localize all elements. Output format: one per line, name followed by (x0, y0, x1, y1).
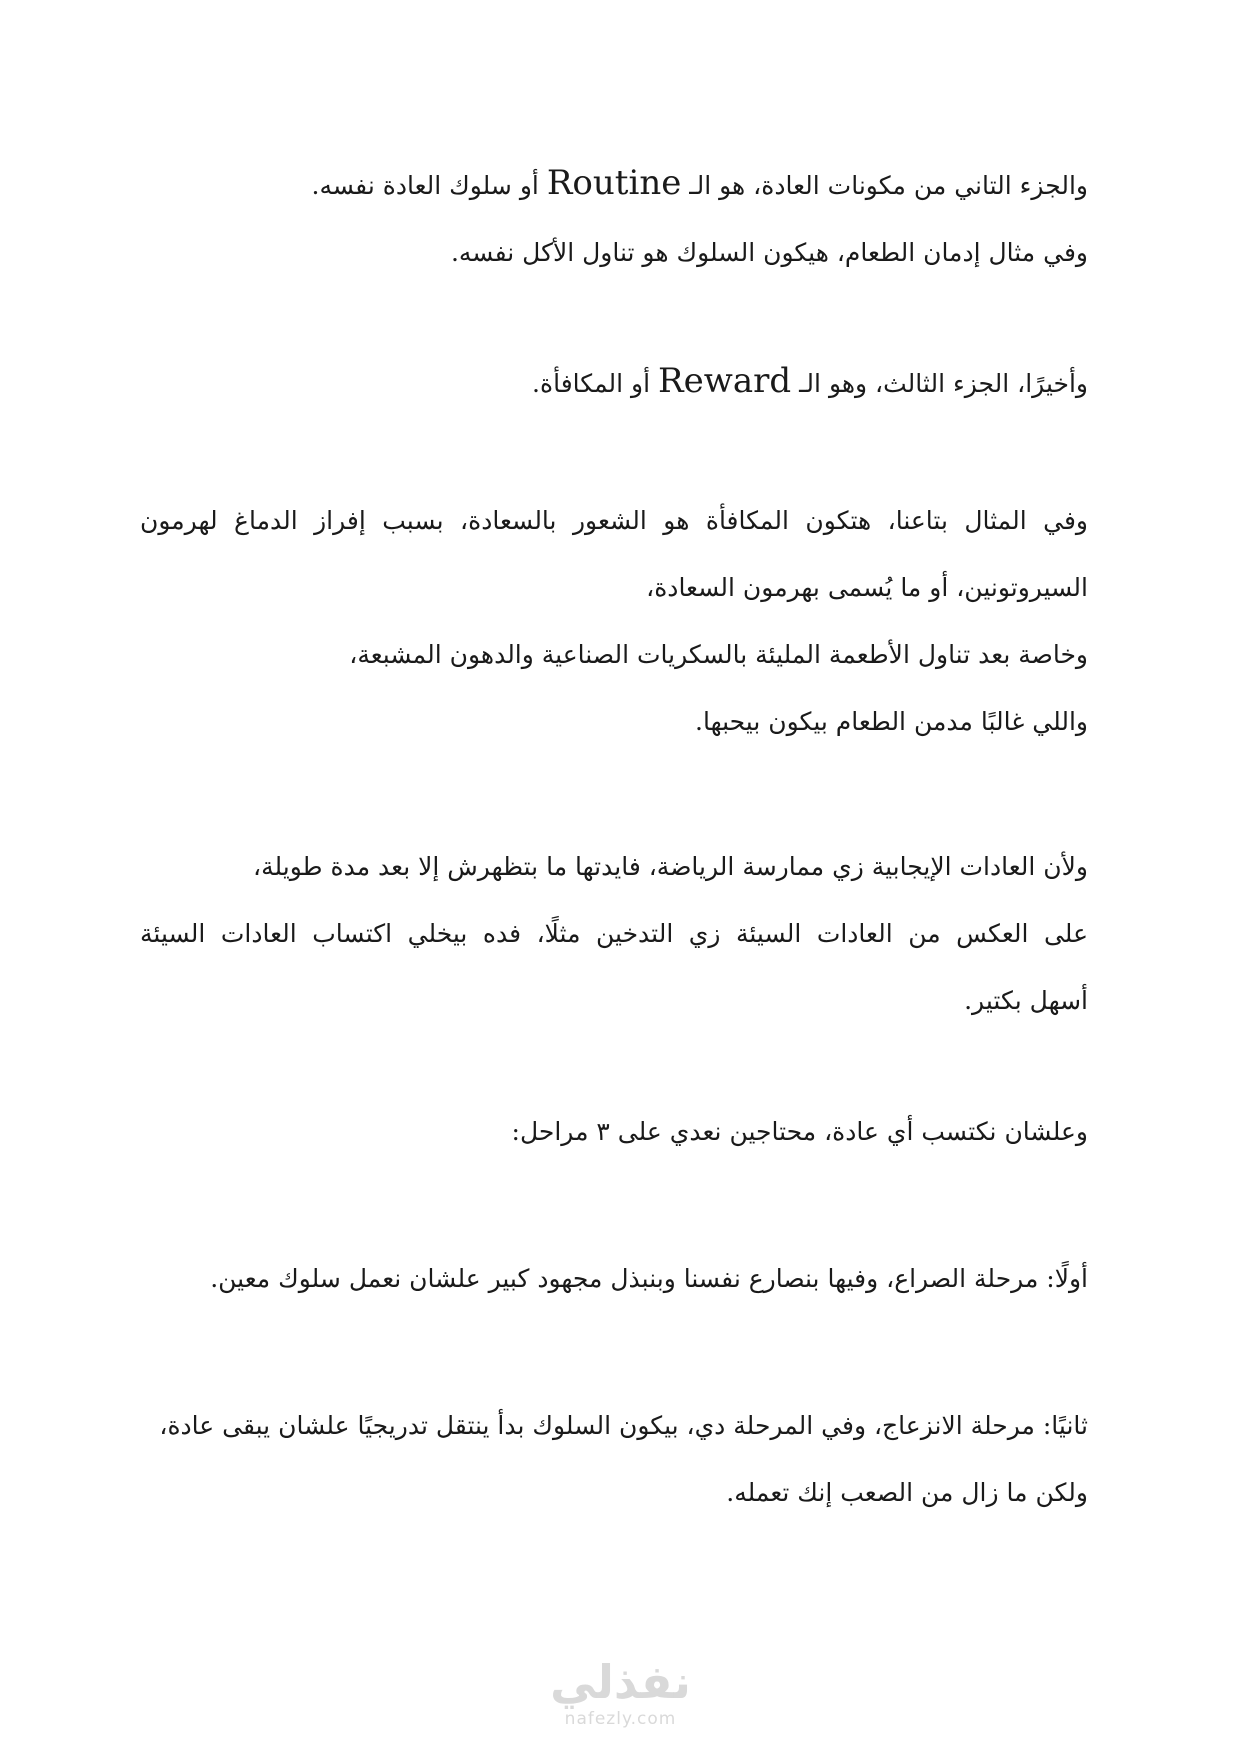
text-line: وخاصة بعد تناول الأطعمة المليئة بالسكريات الصناعية والدهون المشبعة، (349, 640, 1088, 669)
text-line: وفي مثال إدمان الطعام، هيكون السلوك هو تناول الأكل نفسه. (450, 238, 1088, 267)
paragraph-serotonin (140, 487, 1088, 755)
text-line: السيروتونين، أو ما يُسمى بهرمون السعادة، (646, 573, 1088, 602)
text-line: واللي غالبًا مدمن الطعام بيكون بيحبها. (695, 707, 1088, 736)
paragraph-routine (140, 150, 1088, 286)
text-segment: وأخيرًا، الجزء الثالث، وهو الـ (799, 369, 1088, 398)
text-line (140, 150, 1088, 219)
text-line: وعلشان نكتسب أي عادة، محتاجين نعدي على ٣ مراحل: (511, 1117, 1088, 1146)
text-line: على العكس من العادات السيئة زي التدخين مثلًا، فده بيخلي اكتساب العادات السيئة (140, 919, 1088, 948)
text-line: ثانيًا: مرحلة الانزعاج، وفي المرحلة دي، بيكون السلوك بدأ ينتقل تدريجيًا علشان يبقى عادة، (159, 1411, 1088, 1440)
paragraph-stages-intro (140, 1098, 1088, 1165)
text-line (140, 348, 1088, 417)
english-term-routine: Routine (546, 163, 682, 203)
text-line: وفي المثال بتاعنا، هتكون المكافأة هو الشعور بالسعادة، بسبب إفراز الدماغ لهرمون (140, 506, 1088, 535)
text-line: أسهل بكتير. (964, 986, 1088, 1015)
watermark (0, 1655, 1241, 1729)
text-segment: والجزء التاني من مكونات العادة، هو الـ (689, 171, 1088, 200)
text-line: ولكن ما زال من الصعب إنك تعمله. (726, 1478, 1088, 1507)
paragraph-stage-one (140, 1245, 1088, 1312)
paragraph-reward (140, 348, 1088, 417)
watermark-logo: نفذلي (550, 1655, 691, 1709)
watermark-url: nafezly.com (564, 1709, 677, 1729)
text-line: أولًا: مرحلة الصراع، وفيها بنصارع نفسنا وبنبذل مجهود كبير علشان نعمل سلوك معين. (210, 1264, 1088, 1293)
text-segment: أو المكافأة. (532, 369, 651, 398)
document-body (140, 150, 1088, 1526)
text-line: ولأن العادات الإيجابية زي ممارسة الرياضة، فايدتها ما بتظهرش إلا بعد مدة طويلة، (253, 852, 1088, 881)
paragraph-stage-two (140, 1392, 1088, 1526)
english-term-reward: Reward (658, 361, 792, 401)
text-segment: أو سلوك العادة نفسه. (311, 171, 539, 200)
paragraph-habits (140, 833, 1088, 1034)
